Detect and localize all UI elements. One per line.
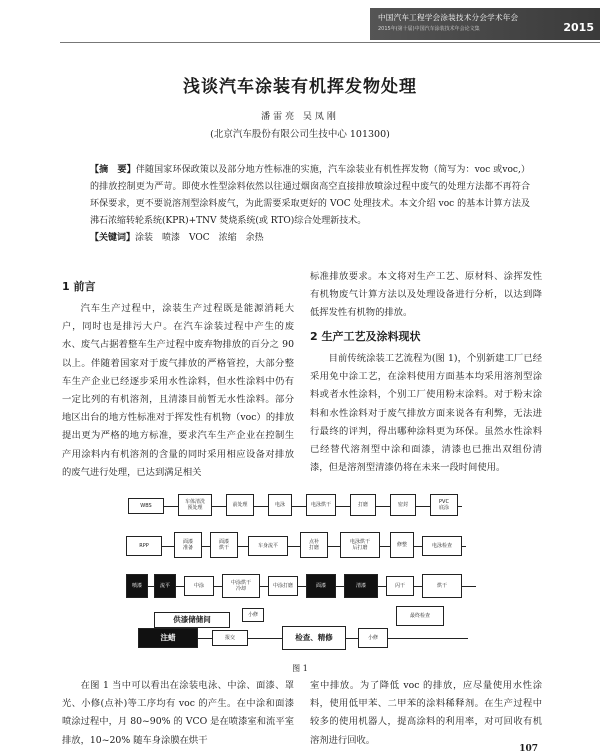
process-flow-diagram bbox=[118, 488, 498, 658]
figure-caption: 图 1 bbox=[292, 664, 308, 673]
step-clearcoat: 清漆 bbox=[344, 574, 378, 598]
article-affiliation: (北京汽车股份有限公司生技中心 101300) bbox=[210, 129, 390, 140]
section-1-paragraph: 汽车生产过程中，涂装生产过程既是能源消耗大户，同时也是排污大户。在汽车涂装过程中产生的废水、废气占据着整车生产过程中废弃物排放的百分之 90 以上。伴随着国家对于废气排放的严格管控，大部分整车生产企业已经逐步采用水性涂料，但水性涂料中仍有一定比列的有机溶剂，且清漆目前暂无水性涂料。部分地区出台的地方性标准对于挥发性有机物（voc）的排放提出更为严格的地方标准，要求汽车生产企业在控制生产用涂料内有机溶剂的含量的同时采用相应设备对排放的废气进行处理，已达到满足相关 bbox=[62, 303, 294, 478]
step-inspect-repair: 检查、精修 bbox=[282, 626, 346, 650]
step-rpp: RPP bbox=[126, 536, 162, 556]
keywords bbox=[90, 230, 530, 247]
step-wax: 注蜡 bbox=[138, 628, 198, 648]
step-ec-inspection: 电泳检查 bbox=[422, 536, 462, 556]
step-flash: 流平 bbox=[154, 574, 176, 598]
step-final-inspection: 最终检查 bbox=[396, 606, 444, 626]
abstract bbox=[90, 162, 530, 230]
step-pvc: PVC 底涂 bbox=[430, 494, 458, 516]
step-small-repair-upper: 小修 bbox=[242, 608, 264, 622]
section-1-continuation: 标准排放要求。本文将对生产工艺、原材料、涂挥发性有机物废气计算方法以及处理设备进行分析，以达到降低挥发性有机物的排放。 bbox=[310, 271, 542, 319]
bottom-right-paragraph: 室中排放。为了降低 voc 的排放，应尽量使用水性涂料，使用低甲苯、二甲苯的涂料稀释剂。在生产过程中较多的使用机器人，提高涂料的利用率，对可回收有机溶剂进行回收。 bbox=[310, 680, 542, 746]
step-spray: 喷漆 bbox=[126, 574, 148, 598]
bottom-left-paragraph: 在图 1 当中可以看出在涂装电泳、中涂、面漆、罩光、小修(点补)等工序均有 voc 的产生。在中涂和面漆喷涂过程中，月 80~90% 的 VCO 是在喷漆室和流平室排放，10~20% 随车身涂膜在烘干 bbox=[62, 680, 294, 746]
article-title: 浅谈汽车涂装有机挥发物处理 bbox=[183, 77, 417, 97]
step-flash-dry: 闪干 bbox=[386, 576, 414, 596]
journal-header-banner bbox=[370, 8, 600, 40]
section-1-title: 1 前言 bbox=[62, 280, 96, 293]
abstract-label: 【摘 要】 bbox=[90, 165, 136, 175]
step-electrocoat: 电泳 bbox=[268, 494, 292, 516]
step-trim: 修整 bbox=[390, 532, 414, 558]
step-sanding: 打磨 bbox=[350, 494, 376, 516]
step-topcoat-prep: 面漆 准备 bbox=[174, 532, 202, 558]
step-primer: 中涂 bbox=[184, 576, 214, 596]
step-primer-oven: 中涂烘干 冷却 bbox=[222, 574, 260, 598]
section-2-paragraph: 目前传统涂装工艺流程为(图 1)，个别新建工厂已经采用免中涂工艺，在涂料使用方面基本均采用溶剂型涂料或者水性涂料，个别工厂使用粉末涂料。对于粉末涂料和水性涂料对于废气排放方面来说各有利弊，无法进行最终的评判，得出哪种涂料更为环保。虽然水性涂料已经替代溶剂型中涂和面漆，清漆也已推出双组份清漆，但是溶剂型清漆仍将在未来一段时间使用。 bbox=[310, 353, 542, 474]
keywords-label: 【关键词】 bbox=[90, 233, 136, 243]
step-ec-oven: 电泳烘干 bbox=[306, 494, 336, 516]
step-spot-sanding: 点补 打磨 bbox=[300, 532, 328, 558]
step-minor-repair: 小修 bbox=[358, 628, 388, 648]
header-rule bbox=[60, 42, 600, 43]
keywords-text: 涂装 喷漆 VOC 浓缩 余热 bbox=[135, 233, 264, 243]
step-topcoat: 面漆 bbox=[306, 574, 336, 598]
section-2-title: 2 生产工艺及涂料现状 bbox=[310, 330, 421, 343]
step-pretreatment: 前处理 bbox=[226, 494, 254, 516]
step-oven: 烘干 bbox=[422, 574, 462, 598]
step-flash-off: 车身流平 bbox=[248, 536, 288, 556]
step-handover: 报交 bbox=[212, 630, 248, 646]
page-number: 107 bbox=[519, 744, 538, 754]
journal-name: 中国汽车工程学会涂装技术分会学术年会 bbox=[378, 13, 519, 22]
step-pre-clean: 车体清洗 预处理 bbox=[178, 494, 212, 516]
article-authors: 潘雷亮 吴凤刚 bbox=[261, 112, 339, 122]
journal-subtitle: 2015年(第十届)中国汽车涂装技术年会论文集 bbox=[378, 26, 480, 32]
step-topcoat-oven: 面漆 烘干 bbox=[210, 532, 238, 558]
step-wbs: WBS bbox=[128, 498, 164, 514]
step-sealing: 密封 bbox=[390, 494, 416, 516]
step-primer-sanding: 中涂打磨 bbox=[268, 576, 298, 596]
abstract-text: 伴随国家环保政策以及部分地方性标准的实施，汽车涂装业有机性挥发物（简写为：voc 或voc,）的排放控制更为严苛。即使水性型涂料依然以往通过烟囱高空直接排放喷涂过程中废气的处理方法都不再符合环保要求，更不要说溶剂型涂料废气，为此需要采取更好的 VOC 处理技术。本文介绍 voc 的基本计算方法及沸石浓缩转轮系统(KPR)+TNV 焚烧系统(或 RTO)综合处理新技术。 bbox=[90, 165, 530, 226]
journal-year: 2015 bbox=[563, 21, 594, 34]
paint-supply-room: 供漆储储间 bbox=[154, 612, 230, 628]
step-post-ec-sanding: 电泳烘干 后打磨 bbox=[340, 532, 380, 558]
